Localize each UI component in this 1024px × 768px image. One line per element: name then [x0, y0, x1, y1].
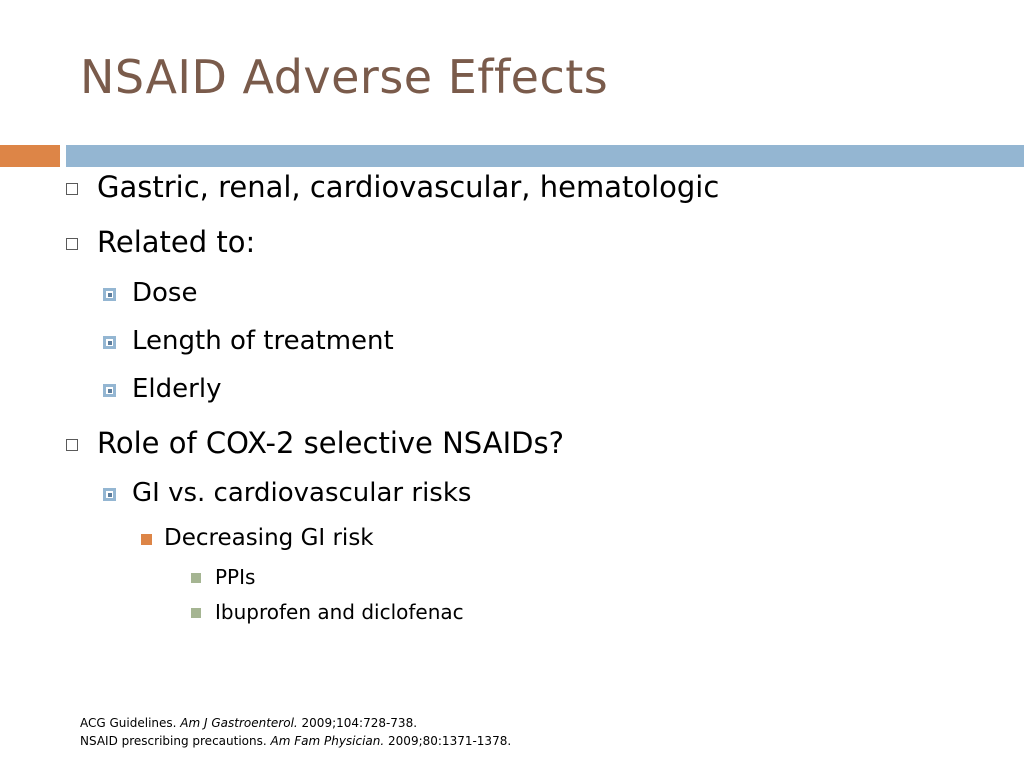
- list-item-text: Related to:: [97, 225, 256, 259]
- list-item-text: Decreasing GI risk: [164, 525, 374, 551]
- slide-title: NSAID Adverse Effects: [80, 50, 609, 104]
- reference-journal: Am Fam Physician.: [270, 734, 385, 748]
- reference-line: [80, 714, 511, 732]
- reference-prefix: ACG Guidelines.: [80, 716, 181, 730]
- list-item: [103, 478, 471, 508]
- list-item: [66, 426, 564, 460]
- list-item: [191, 600, 464, 624]
- hollow-square-bullet-icon: [66, 183, 78, 195]
- orange-square-bullet-icon: [141, 534, 152, 545]
- framed-square-bullet-icon: [103, 488, 116, 501]
- hollow-square-bullet-icon: [66, 238, 78, 250]
- list-item-text: Elderly: [132, 374, 222, 404]
- green-square-bullet-icon: [191, 608, 201, 618]
- list-item: [66, 225, 255, 259]
- list-item: [103, 374, 221, 404]
- reference-suffix: 2009;80:1371-1378.: [384, 734, 512, 748]
- list-item-text: Gastric, renal, cardiovascular, hematologic: [97, 170, 720, 204]
- list-item: [103, 326, 394, 356]
- green-square-bullet-icon: [191, 573, 201, 583]
- framed-square-bullet-icon: [103, 336, 116, 349]
- list-item-text: Dose: [132, 278, 198, 308]
- list-item: [66, 170, 719, 204]
- list-item-text: Length of treatment: [132, 326, 394, 356]
- list-item: [141, 525, 374, 551]
- reference-line: [80, 732, 511, 750]
- framed-square-bullet-icon: [103, 288, 116, 301]
- list-item: [103, 278, 197, 308]
- hollow-square-bullet-icon: [66, 439, 78, 451]
- list-item-text: Role of COX-2 selective NSAIDs?: [97, 426, 564, 460]
- reference-journal: Am J Gastroenterol.: [180, 716, 298, 730]
- list-item-text: PPIs: [215, 565, 256, 589]
- framed-square-bullet-icon: [103, 384, 116, 397]
- list-item-text: Ibuprofen and diclofenac: [215, 600, 464, 624]
- reference-prefix: NSAID prescribing precautions.: [80, 734, 271, 748]
- reference-suffix: 2009;104:728-738.: [297, 716, 418, 730]
- list-item-text: GI vs. cardiovascular risks: [132, 478, 472, 508]
- list-item: [191, 565, 255, 589]
- references: [80, 714, 511, 750]
